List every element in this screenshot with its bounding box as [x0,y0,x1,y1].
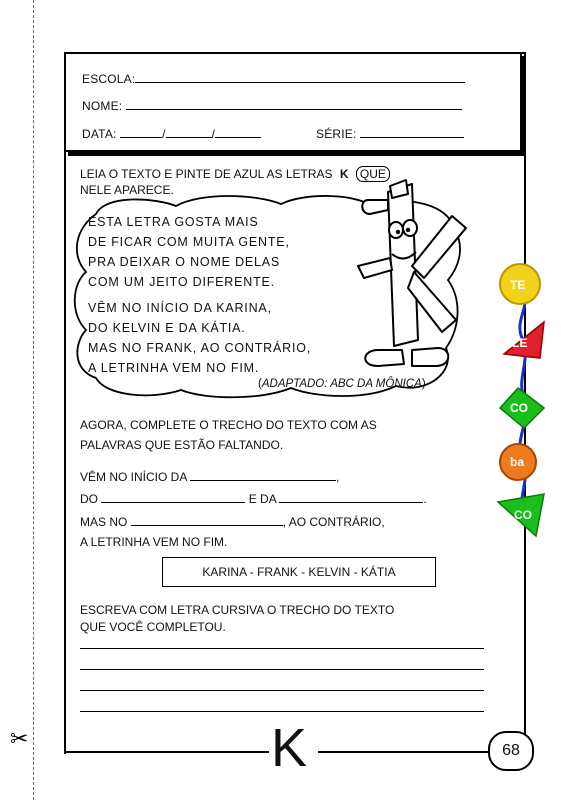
blank-field[interactable] [279,490,423,503]
page-number: 68 [488,731,534,771]
story-line: ESTA LETRA GOSTA MAIS [88,215,259,229]
instruction-read-que: QUE [356,166,390,182]
date-separator: / [162,127,166,141]
fill-text: , [336,470,340,484]
name-field[interactable] [126,97,462,110]
instruction-read-letter: K [339,167,349,181]
fill-text: MAS NO [80,515,128,529]
fill-text: E DA [248,492,277,506]
fill-line-1 [80,468,339,484]
school-label: ESCOLA: [82,72,136,86]
footer-letter: K [271,718,308,778]
writing-line[interactable] [80,690,484,691]
date-row [82,125,261,141]
date-day-field[interactable] [120,125,162,138]
instruction-complete-line1: AGORA, COMPLETE O TRECHO DO TEXTO COM AS [80,418,377,432]
writing-line[interactable] [80,669,484,670]
scissors-icon: ✂ [10,726,29,751]
story-line: COM UM JEITO DIFERENTE. [88,275,275,289]
story-line: A LETRINHA VEM NO FIM. [88,361,260,375]
badge-le: LE [512,336,528,350]
badge-te: TE [510,278,526,292]
school-field[interactable] [135,70,465,83]
date-label: DATA: [82,127,117,141]
story-line: DO KELVIN E DA KÁTIA. [88,321,246,335]
fill-line-3 [80,513,385,529]
instruction-complete-line2: PALAVRAS QUE ESTÃO FALTANDO. [80,438,284,452]
fill-text: , AO CONTRÁRIO, [282,515,385,529]
instruction-write-line2: QUE VOCÊ COMPLETOU. [80,620,226,634]
instruction-write-line1: ESCREVA COM LETRA CURSIVA O TRECHO DO TEXTO [80,603,395,617]
grade-row [316,125,464,141]
fill-text: . [423,492,427,506]
story-line: PRA DEIXAR O NOME DELAS [88,255,281,269]
grade-label: SÉRIE: [316,127,357,141]
fill-line-4: A LETRINHA VEM NO FIM. [80,535,228,549]
credit-paren-close: ) [421,378,426,390]
blank-field[interactable] [101,490,245,503]
story-stanza-2 [88,298,311,378]
date-month-field[interactable] [166,125,212,138]
blank-field[interactable] [190,468,336,481]
fill-line-2 [80,490,427,506]
frame-bottom-right [318,751,488,753]
story-line: VÊM NO INÍCIO DA KARINA, [88,301,272,315]
instruction-write [80,602,394,636]
blank-field[interactable] [131,513,283,526]
story-line: DE FICAR COM MUITA GENTE, [88,235,290,249]
badge-ba: ba [510,455,525,469]
name-label: NOME: [82,99,123,113]
frame-bottom-left [64,751,269,753]
writing-line[interactable] [80,648,484,649]
story-line: MAS NO FRANK, AO CONTRÁRIO, [88,341,312,355]
writing-line[interactable] [80,711,484,712]
story-credit [258,378,426,390]
badge-co: CO [510,401,528,415]
instruction-complete [80,415,377,455]
credit-paren-open: ( [258,378,262,390]
grade-field[interactable] [360,125,464,138]
word-bank: KARINA - FRANK - KELVIN - KÁTIA [162,557,436,587]
name-row [82,97,462,113]
fill-text: DO [80,492,98,506]
date-year-field[interactable] [215,125,261,138]
letter-k-character-illustration [352,170,470,384]
instruction-read-line2: NELE APARECE. [80,183,174,197]
story-stanza-1 [88,212,290,292]
fill-text: VÊM NO INÍCIO DA [80,470,187,484]
instruction-read-line1: LEIA O TEXTO E PINTE DE AZUL AS LETRAS [80,167,333,181]
cut-line [33,0,34,800]
credit-text: ADAPTADO: ABC DA MÔNICA [261,378,422,390]
date-separator: / [211,127,216,141]
school-row [82,70,465,86]
badge-co-2: CO [514,508,532,522]
